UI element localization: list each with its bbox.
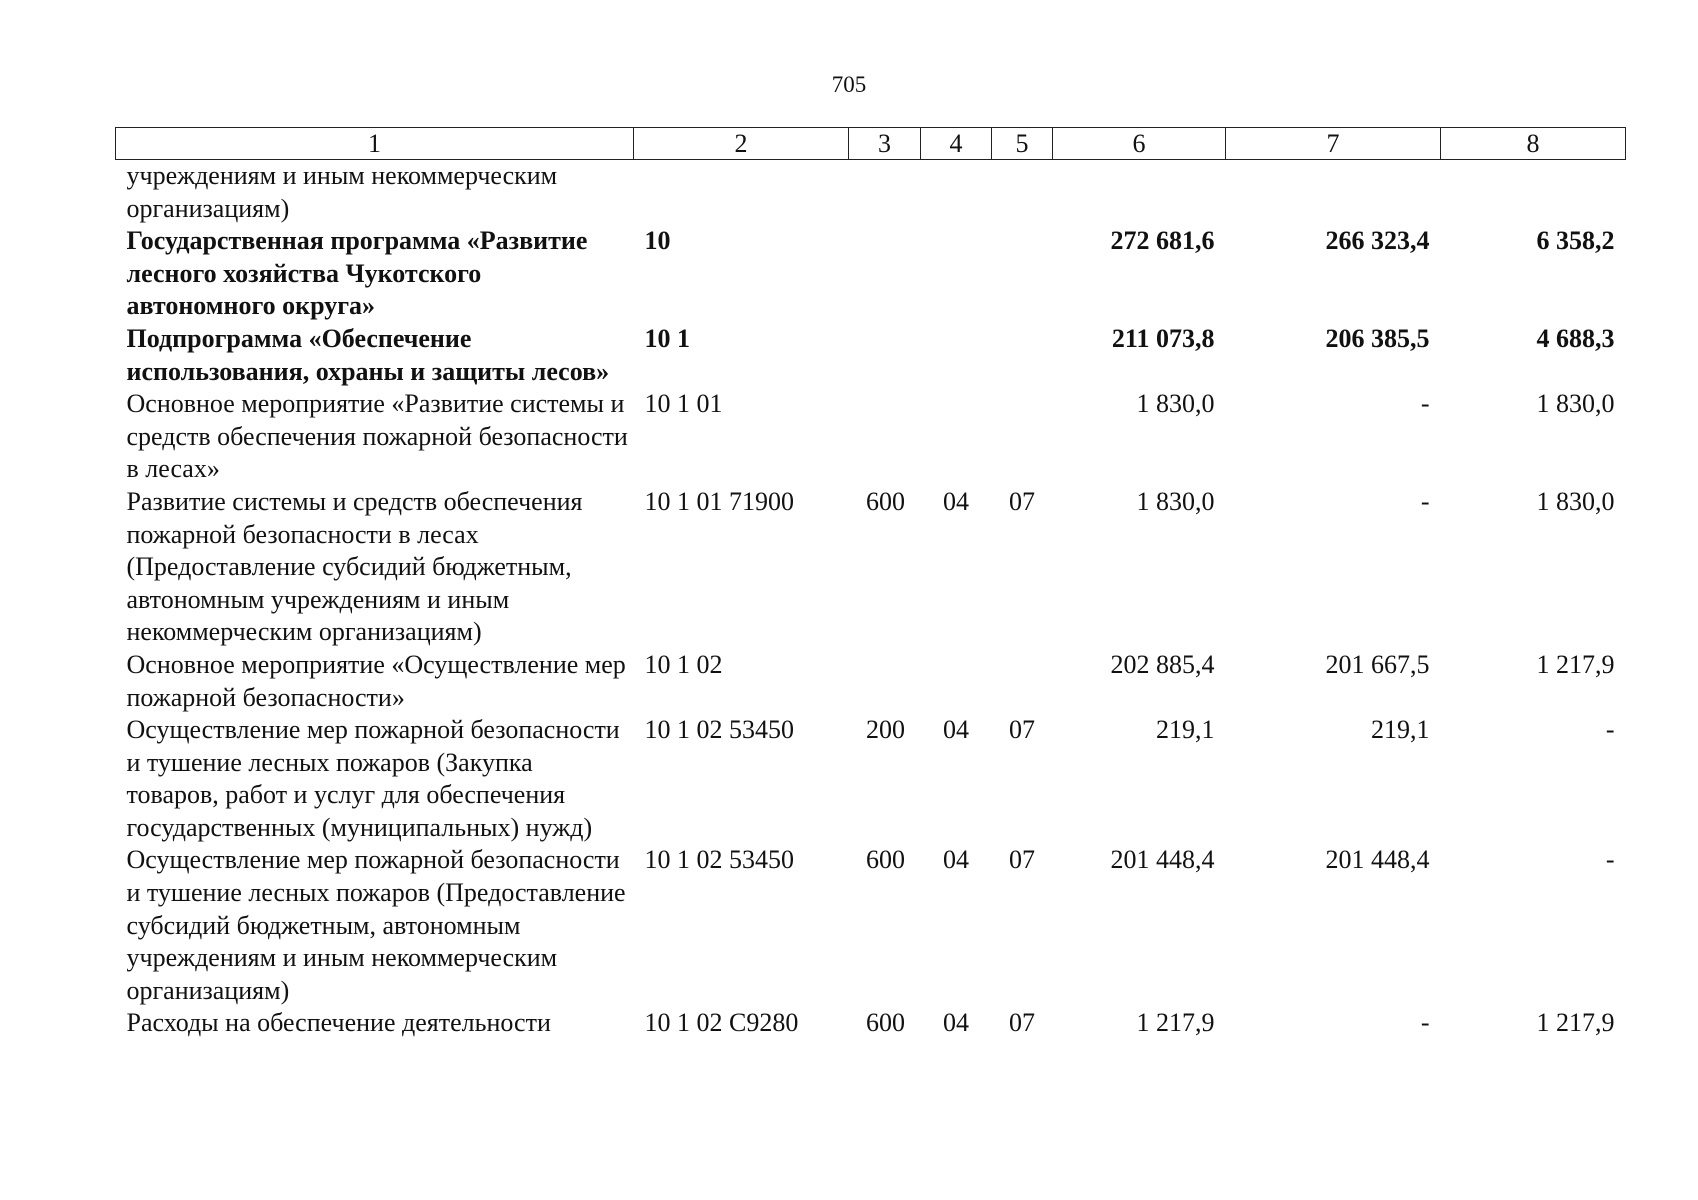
- row-section: [921, 388, 992, 486]
- row-federal: 201 667,5: [1325, 649, 1430, 679]
- header-row: [116, 128, 1626, 160]
- row-total: [1053, 160, 1226, 226]
- row-expense-type: [849, 225, 921, 323]
- table-row: [116, 486, 1626, 649]
- row-subsection: 07: [1009, 486, 1035, 516]
- row-subsection: [992, 649, 1053, 714]
- row-regional: 1 217,9: [1536, 649, 1615, 679]
- column-header-4: 4: [921, 128, 992, 160]
- table-row: [116, 649, 1626, 714]
- row-target-code: 10 1 01: [644, 389, 723, 419]
- row-target-code: [634, 160, 849, 226]
- row-target-code: 10 1 02 С9280: [644, 1008, 799, 1038]
- column-header-6: 6: [1053, 128, 1226, 160]
- row-section: 04: [943, 486, 969, 516]
- row-expense-type: 600: [866, 486, 905, 516]
- table-row: [116, 388, 1626, 486]
- row-regional: 1 217,9: [1536, 1008, 1615, 1038]
- column-header-1: 1: [116, 128, 634, 160]
- column-header-8: 8: [1441, 128, 1626, 160]
- row-regional: 4 688,3: [1536, 323, 1615, 353]
- table-row: [116, 160, 1626, 226]
- row-total: 1 830,0: [1136, 389, 1215, 419]
- row-total: 1 830,0: [1136, 486, 1215, 516]
- row-name: Подпрограмма «Обеспечение использования, охраны и защиты лесов»: [126, 323, 610, 386]
- row-subsection: 07: [1009, 845, 1035, 875]
- row-subsection: [992, 323, 1053, 388]
- row-target-code: 10: [644, 226, 671, 256]
- row-target-code: 10 1 02: [644, 649, 723, 679]
- row-subsection: [992, 160, 1053, 226]
- row-regional: 6 358,2: [1536, 226, 1615, 256]
- row-subsection: [992, 388, 1053, 486]
- row-subsection: 07: [1009, 715, 1035, 745]
- row-total: 272 681,6: [1110, 226, 1215, 256]
- column-header-3: 3: [849, 128, 921, 160]
- row-name: Государственная программа «Развитие лесного хозяйства Чукотского автономного округа»: [126, 226, 588, 321]
- row-federal: -: [1420, 1008, 1430, 1038]
- row-federal: 266 323,4: [1325, 226, 1430, 256]
- table-row: [116, 323, 1626, 388]
- row-expense-type: [849, 323, 921, 388]
- row-total: 1 217,9: [1136, 1008, 1215, 1038]
- row-federal: 201 448,4: [1325, 845, 1430, 875]
- row-regional: [1441, 160, 1626, 226]
- row-name: учреждениям и иным некоммерческим организациям): [126, 161, 558, 223]
- row-federal: 219,1: [1371, 715, 1430, 745]
- row-target-code: 10 1 02 53450: [644, 715, 794, 745]
- page-number: 705: [831, 72, 867, 97]
- row-expense-type: [849, 649, 921, 714]
- row-regional: 1 830,0: [1536, 389, 1615, 419]
- row-expense-type: [849, 160, 921, 226]
- row-federal: -: [1420, 486, 1430, 516]
- row-name: Осуществление мер пожарной безопасности и тушение лесных пожаров (Закупка товаров, работ и услуг для обеспечения государственных (муниципальных) нужд): [126, 715, 620, 842]
- table-row: [116, 1007, 1626, 1040]
- row-name: Основное мероприятие «Развитие системы и средств обеспечения пожарной безопасности в лесах»: [126, 389, 628, 484]
- row-name: Основное мероприятие «Осуществление мер пожарной безопасности»: [126, 649, 626, 712]
- row-total: 201 448,4: [1110, 845, 1215, 875]
- table-row: [116, 844, 1626, 1007]
- column-header-2: 2: [634, 128, 849, 160]
- row-expense-type: 600: [866, 1008, 905, 1038]
- row-federal: 206 385,5: [1325, 323, 1430, 353]
- row-subsection: 07: [1009, 1008, 1035, 1038]
- row-name: Развитие системы и средств обеспечения пожарной безопасности в лесах (Предоставление субсидий бюджетным, автономным учреждениям и иным некоммерческим организациям): [126, 486, 583, 647]
- column-header-5: 5: [992, 128, 1053, 160]
- row-federal: -: [1420, 389, 1430, 419]
- row-name: Расходы на обеспечение деятельности: [126, 1008, 551, 1038]
- row-section: 04: [943, 715, 969, 745]
- row-regional: -: [1605, 715, 1615, 745]
- row-total: 202 885,4: [1110, 649, 1215, 679]
- column-header-7: 7: [1226, 128, 1441, 160]
- row-expense-type: 200: [866, 715, 905, 745]
- row-expense-type: [849, 388, 921, 486]
- budget-table: [115, 127, 1626, 1040]
- row-target-code: 10 1: [644, 323, 690, 353]
- row-section: [921, 649, 992, 714]
- row-section: [921, 323, 992, 388]
- table-row: [116, 225, 1626, 323]
- table-row: [116, 714, 1626, 844]
- row-section: [921, 225, 992, 323]
- table-body: [116, 160, 1626, 1041]
- table-header: [116, 128, 1626, 160]
- row-expense-type: 600: [866, 845, 905, 875]
- row-subsection: [992, 225, 1053, 323]
- row-target-code: 10 1 01 71900: [644, 486, 794, 516]
- row-name: Осуществление мер пожарной безопасности и тушение лесных пожаров (Предоставление субсидий бюджетным, автономным учреждениям и иным некоммерческим организациям): [126, 845, 626, 1005]
- row-section: 04: [943, 1008, 969, 1038]
- row-total: 211 073,8: [1111, 323, 1215, 353]
- row-section: [921, 160, 992, 226]
- row-federal: [1226, 160, 1441, 226]
- row-regional: -: [1605, 845, 1615, 875]
- row-total: 219,1: [1156, 715, 1215, 745]
- row-regional: 1 830,0: [1536, 486, 1615, 516]
- row-target-code: 10 1 02 53450: [644, 845, 794, 875]
- row-section: 04: [943, 845, 969, 875]
